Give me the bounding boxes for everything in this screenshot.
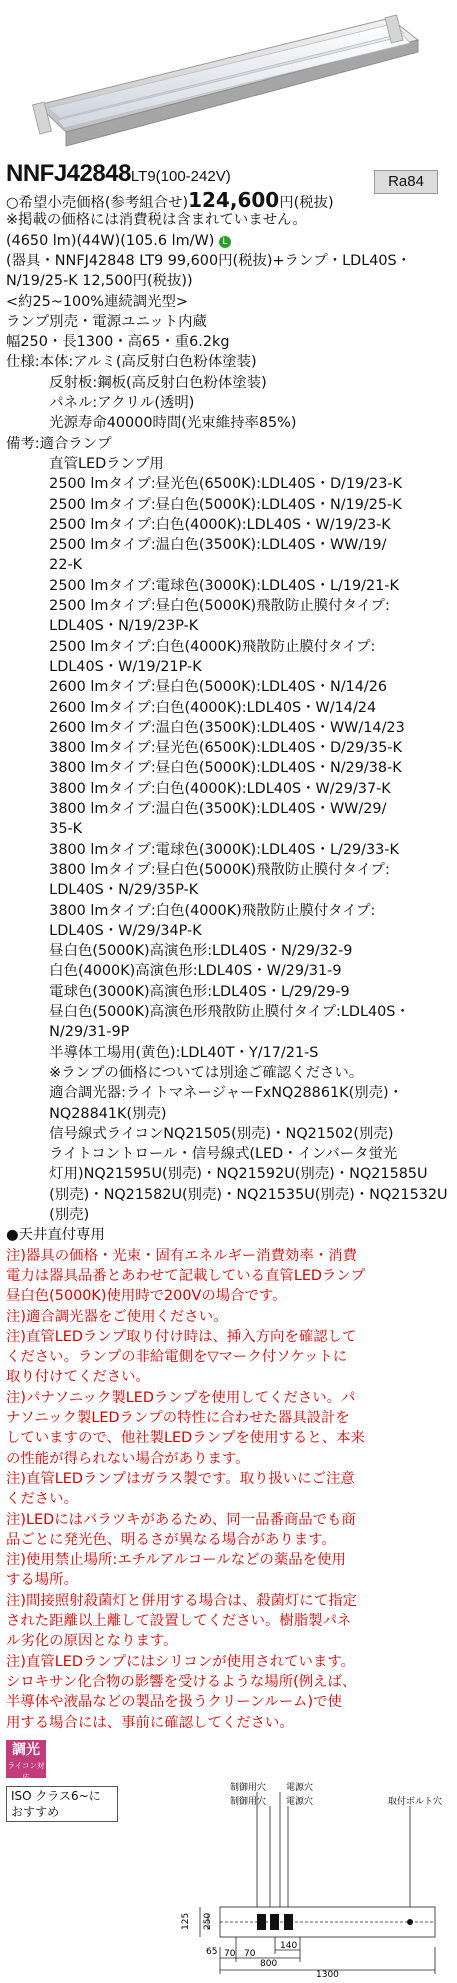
spec-line — [6, 961, 342, 981]
iso-line-2: おすすめ — [11, 1805, 60, 1819]
spec-line-text: 注)直管LEDランプ取り付け時は、挿入方向を確認して — [6, 1328, 357, 1345]
spec-line — [6, 941, 352, 961]
spec-line-text: 直管LEDランプ用 — [6, 455, 164, 472]
spec-line-text: 3800 lmタイプ:白色(4000K):LDL40S・W/29/37-K — [6, 780, 391, 797]
spec-line-text: 光源寿命40000時間(光束維持率85%) — [6, 415, 297, 432]
spec-line — [6, 454, 164, 474]
spec-line-text: 3800 lmタイプ:温白色(3500K):LDL40S・WW/29/ — [6, 801, 387, 817]
spec-line — [6, 1104, 167, 1124]
spec-line-text: していますので、他社製LEDランプを使用すると、本来 — [6, 1430, 365, 1447]
spec-line — [6, 332, 230, 352]
spec-line — [6, 271, 193, 291]
spec-line-text: (別売) — [6, 1207, 90, 1223]
spec-line-text: ※掲載の価格には消費税は含まれていません。 — [6, 212, 307, 229]
power-hole-label-2: 電源穴 — [286, 1797, 314, 1807]
spec-line — [6, 1225, 105, 1245]
spec-line — [6, 1692, 342, 1712]
spec-line — [6, 1367, 150, 1387]
spec-line — [6, 1266, 365, 1286]
spec-line-text: 半導体工場用(黄色):LDL40T・Y/17/21-S — [6, 1044, 319, 1061]
spec-line — [6, 1144, 397, 1164]
spec-line — [6, 779, 391, 799]
spec-line-text: 注)パナソニック製LEDランプを使用してください。パ — [6, 1389, 356, 1406]
spec-line — [6, 1631, 178, 1651]
spec-line — [6, 1022, 129, 1042]
spec-line — [6, 1205, 89, 1225]
spec-line-text: 信号線式ライコンNQ21505(別売)・NQ21502(別売) — [6, 1125, 394, 1142]
mount-bolt-hole-label: 取付ボルト穴 — [388, 1797, 443, 1807]
spec-line — [6, 1083, 403, 1103]
dim-1300: 1300 — [316, 1970, 339, 1977]
spec-line-text: 備考:適合ランプ — [6, 435, 112, 452]
spec-line — [6, 555, 82, 575]
spec-line-text: ライトコントロール・信号線式(LED・インバータ蛍光 — [6, 1146, 398, 1163]
dimming-badge — [6, 1740, 46, 1782]
spec-line — [6, 1713, 294, 1733]
spec-line-text: 品ごとに発光色、明るさが異なる場合があります。 — [6, 1531, 336, 1548]
spec-line-text: (別売)・NQ21582U(別売)・NQ21535U(別売)・NQ21532U — [6, 1186, 448, 1203]
spec-line — [6, 1124, 393, 1144]
eco-leaf-icon: L — [219, 236, 231, 248]
spec-line — [6, 657, 202, 677]
spec-line-text: (器具・NNFJ42848 LT9 99,600円(税抜)+ランプ・LDL40S・ — [6, 252, 412, 269]
spec-line-text: 半導体や液晶などの製品を扱うクリーンルーム)で使 — [6, 1694, 342, 1711]
spec-line — [6, 1164, 428, 1184]
spec-line-text: 注)間接照射殺菌灯と併用する場合は、殺菌灯にて指定 — [6, 1592, 357, 1609]
spec-line-text: 2500 lmタイプ:温白色(3500K):LDL40S・WW/19/ — [6, 537, 387, 554]
spec-line — [6, 292, 188, 312]
spec-line — [6, 231, 231, 251]
spec-line-text: ください。 — [6, 1491, 78, 1508]
dimension-drawing — [180, 1782, 450, 1977]
product-photo — [0, 0, 457, 158]
spec-line — [6, 1428, 365, 1448]
spec-line — [6, 921, 202, 941]
spec-line — [6, 596, 390, 616]
spec-line-text: 3800 lmタイプ:昼光色(6500K):LDL40S・D/29/35-K — [6, 740, 402, 757]
voltage: (100-242V) — [155, 168, 231, 185]
spec-line — [6, 352, 257, 372]
spec-line — [6, 495, 402, 515]
spec-line-text: 取り付けてください。 — [6, 1369, 150, 1386]
spec-line-text: 用する場合には、事前に確認してください。 — [6, 1714, 294, 1731]
spec-line — [6, 860, 390, 880]
spec-line — [6, 1672, 356, 1692]
spec-line — [6, 1530, 336, 1550]
spec-line — [6, 738, 402, 758]
spec-line — [6, 474, 402, 494]
spec-line-text: の性能が得られない場合があります。 — [6, 1450, 250, 1467]
spec-line — [6, 1002, 410, 1022]
spec-line — [6, 1043, 318, 1063]
spec-line — [6, 880, 198, 900]
spec-line — [6, 637, 375, 657]
spec-line-text: 灯用)NQ21595U(別売)・NQ21592U(別売)・NQ21585U — [6, 1166, 428, 1183]
spec-line-text: 2500 lmタイプ:昼光色(6500K):LDL40S・D/19/23-K — [6, 476, 402, 493]
spec-line-text: 22-K — [6, 557, 83, 574]
spec-line — [6, 1185, 448, 1205]
spec-line — [6, 1611, 351, 1631]
spec-line — [6, 677, 387, 697]
spec-line-text: N/19/25-K 12,500円(税抜)) — [6, 273, 193, 290]
spec-line-text: 注)LEDにはバラツキがあるため、同一品番商品でも商 — [6, 1511, 356, 1528]
spec-line-text: LDL40S・N/19/23P-K — [6, 618, 199, 635]
spec-line — [6, 1307, 227, 1327]
spec-line — [6, 1570, 78, 1590]
dim-250: 250 — [203, 1912, 213, 1930]
spec-line — [6, 698, 376, 718]
spec-line-text: 3800 lmタイプ:昼白色(5000K)飛散防止膜付タイプ: — [6, 861, 390, 878]
spec-line-text: ル劣化の原因となります。 — [6, 1633, 178, 1650]
spec-line — [6, 1286, 287, 1306]
spec-line-text: 注)器具の価格・光束・固有エネルギー消費効率・消費 — [6, 1247, 357, 1264]
spec-line — [6, 982, 350, 1002]
spec-line — [6, 758, 402, 778]
spec-line-text: (4650 lm)(44W)(105.6 lm/W) — [6, 232, 215, 249]
spec-line — [6, 515, 391, 535]
spec-line-text: 電力は器具品番とあわせて記載している直管LEDランプ — [6, 1267, 366, 1284]
spec-line — [6, 1408, 350, 1428]
spec-line-text: 電球色(3000K)高演色形:LDL40S・L/29/29-9 — [6, 983, 350, 1000]
model-code: NNFJ42848 — [6, 160, 131, 187]
spec-line-text: 35-K — [6, 821, 83, 838]
iso-class-box — [6, 1786, 118, 1822]
dim-140: 140 — [280, 1941, 298, 1951]
spec-line-text: 3800 lmタイプ:白色(4000K)飛散防止膜付タイプ: — [6, 902, 376, 919]
spec-line — [6, 1550, 346, 1570]
control-hole-label-1: 制御用穴 — [230, 1783, 267, 1793]
dim-65: 65 — [206, 1947, 218, 1957]
spec-line — [6, 251, 411, 271]
spec-line-text: された距離以上離して設置してください。樹脂製パネ — [6, 1613, 352, 1629]
spec-line-text: 適合調光器:ライトマネージャーFxNQ28861K(別売)・ — [6, 1085, 403, 1102]
dim-125: 125 — [181, 1912, 191, 1930]
spec-line — [6, 1388, 355, 1408]
spec-line-text: N/29/31-9P — [6, 1024, 130, 1041]
spec-line — [6, 393, 194, 413]
spec-line-text: ●天井直付専用 — [6, 1227, 105, 1244]
ra-badge: Ra84 — [374, 170, 438, 194]
spec-line — [6, 312, 207, 332]
spec-line-text: 昼白色(5000K)高演色形:LDL40S・N/29/32-9 — [6, 943, 353, 960]
price-suffix: 円(税抜) — [279, 195, 334, 211]
spec-line-text: パネル:アクリル(透明) — [6, 395, 195, 411]
spec-line — [6, 799, 386, 819]
spec-line — [6, 840, 399, 860]
spec-line-text: 注)適合調光器をご使用ください。 — [6, 1308, 228, 1325]
control-hole-label-2: 制御用穴 — [230, 1797, 267, 1807]
power-hole-label-1: 電源穴 — [286, 1783, 314, 1793]
spec-line-text: 反射板:鋼板(高反射白色粉体塗装) — [6, 374, 267, 391]
spec-line-text: NQ28841K(別売) — [6, 1105, 167, 1122]
spec-line-text: 2500 lmタイプ:昼白色(5000K)飛散防止膜付タイプ: — [6, 598, 390, 614]
spec-line-text: 2600 lmタイプ:温白色(3500K):LDL40S・WW/14/23 — [6, 719, 405, 736]
spec-line-text: LDL40S・W/29/34P-K — [6, 922, 202, 939]
spec-line-text: シロキサン化合物の影響を受けるような場所(例えば、 — [6, 1673, 357, 1690]
spec-line — [6, 819, 82, 839]
spec-line-text: 注)使用禁止場所:エチルアルコールなどの薬品を使用 — [6, 1552, 346, 1569]
model-number — [6, 160, 231, 188]
spec-line-text: 3800 lmタイプ:電球色(3000K):LDL40S・L/29/33-K — [6, 841, 399, 858]
spec-line-text: 2500 lmタイプ:白色(4000K):LDL40S・W/19/23-K — [6, 516, 391, 533]
spec-line — [6, 1246, 357, 1266]
spec-line — [6, 576, 399, 596]
dimming-badge-subtitle: ライコン対応 — [7, 1761, 45, 1782]
spec-line-text: する場所。 — [6, 1572, 78, 1589]
price: 124,600 — [188, 188, 280, 212]
spec-line — [6, 1469, 355, 1489]
spec-line — [6, 535, 386, 555]
spec-line-text: 注)直管LEDランプにはシリコンが使用されています。 — [6, 1653, 355, 1670]
model-suffix: LT9 — [130, 168, 156, 185]
spec-line-text: ※ランプの価格については別途ご確認ください。 — [6, 1064, 364, 1081]
spec-line-text: 2500 lmタイプ:昼白色(5000K):LDL40S・N/19/25-K — [6, 496, 402, 513]
spec-line — [6, 1652, 355, 1672]
spec-line-text: 2600 lmタイプ:昼白色(5000K):LDL40S・N/14/26 — [6, 679, 388, 696]
spec-line — [6, 616, 198, 636]
spec-line-text: LDL40S・N/29/35P-K — [6, 882, 199, 899]
spec-line — [6, 210, 307, 230]
spec-line — [6, 1591, 357, 1611]
spec-line — [6, 434, 112, 454]
dimming-badge-title: 調光 — [12, 1742, 40, 1758]
spec-line-text: <約25~100%連続調光型> — [6, 293, 188, 310]
dim-70b: 70 — [244, 1949, 256, 1959]
spec-line-text: 2500 lmタイプ:白色(4000K)飛散防止膜付タイプ: — [6, 638, 376, 655]
spec-line — [6, 1327, 356, 1347]
spec-line-text: 注)直管LEDランプはガラス製です。取り扱いにご注意 — [6, 1470, 355, 1487]
spec-line-text: ○希望小売価格(参考組合せ) — [6, 195, 189, 211]
spec-line-text: 仕様:本体:アルミ(高反射白色粉体塗装) — [6, 354, 257, 371]
spec-line — [6, 718, 405, 738]
spec-line-text: 白色(4000K)高演色形:LDL40S・W/29/31-9 — [6, 963, 342, 980]
spec-line-text: LDL40S・W/19/21P-K — [6, 658, 202, 675]
spec-line-text: ナソニック製LEDランプの特性に合わせた器具設計を — [6, 1410, 350, 1426]
spec-line — [6, 1510, 356, 1530]
spec-line-text: 2600 lmタイプ:白色(4000K):LDL40S・W/14/24 — [6, 699, 377, 716]
spec-line — [6, 1347, 347, 1367]
spec-line-text: 昼白色(5000K)高演色形飛散防止膜付タイプ:LDL40S・ — [6, 1004, 410, 1020]
dim-800: 800 — [260, 1959, 278, 1969]
spec-line — [6, 1489, 78, 1509]
spec-line-text: 昼白色(5000K)使用時で200Vの場合です。 — [6, 1288, 287, 1305]
spec-line-text: ランプ別売・電源ユニット内蔵 — [6, 313, 207, 330]
spec-line-text: ください。ランプの非給電側を▽マーク付ソケットに — [6, 1349, 348, 1366]
spec-line — [6, 373, 267, 393]
iso-line-1: ISO クラス6~に — [11, 1789, 101, 1803]
dim-70a: 70 — [224, 1949, 236, 1959]
spec-line — [6, 1063, 363, 1083]
spec-line-text: 2500 lmタイプ:電球色(3000K):LDL40S・L/19/21-K — [6, 577, 399, 594]
spec-line — [6, 901, 375, 921]
spec-line-text: 幅250・長1300・高65・重6.2kg — [6, 334, 230, 351]
spec-line-text: 3800 lmタイプ:昼白色(5000K):LDL40S・N/29/38-K — [6, 760, 402, 777]
spec-line — [6, 1449, 250, 1469]
spec-line — [6, 413, 296, 433]
